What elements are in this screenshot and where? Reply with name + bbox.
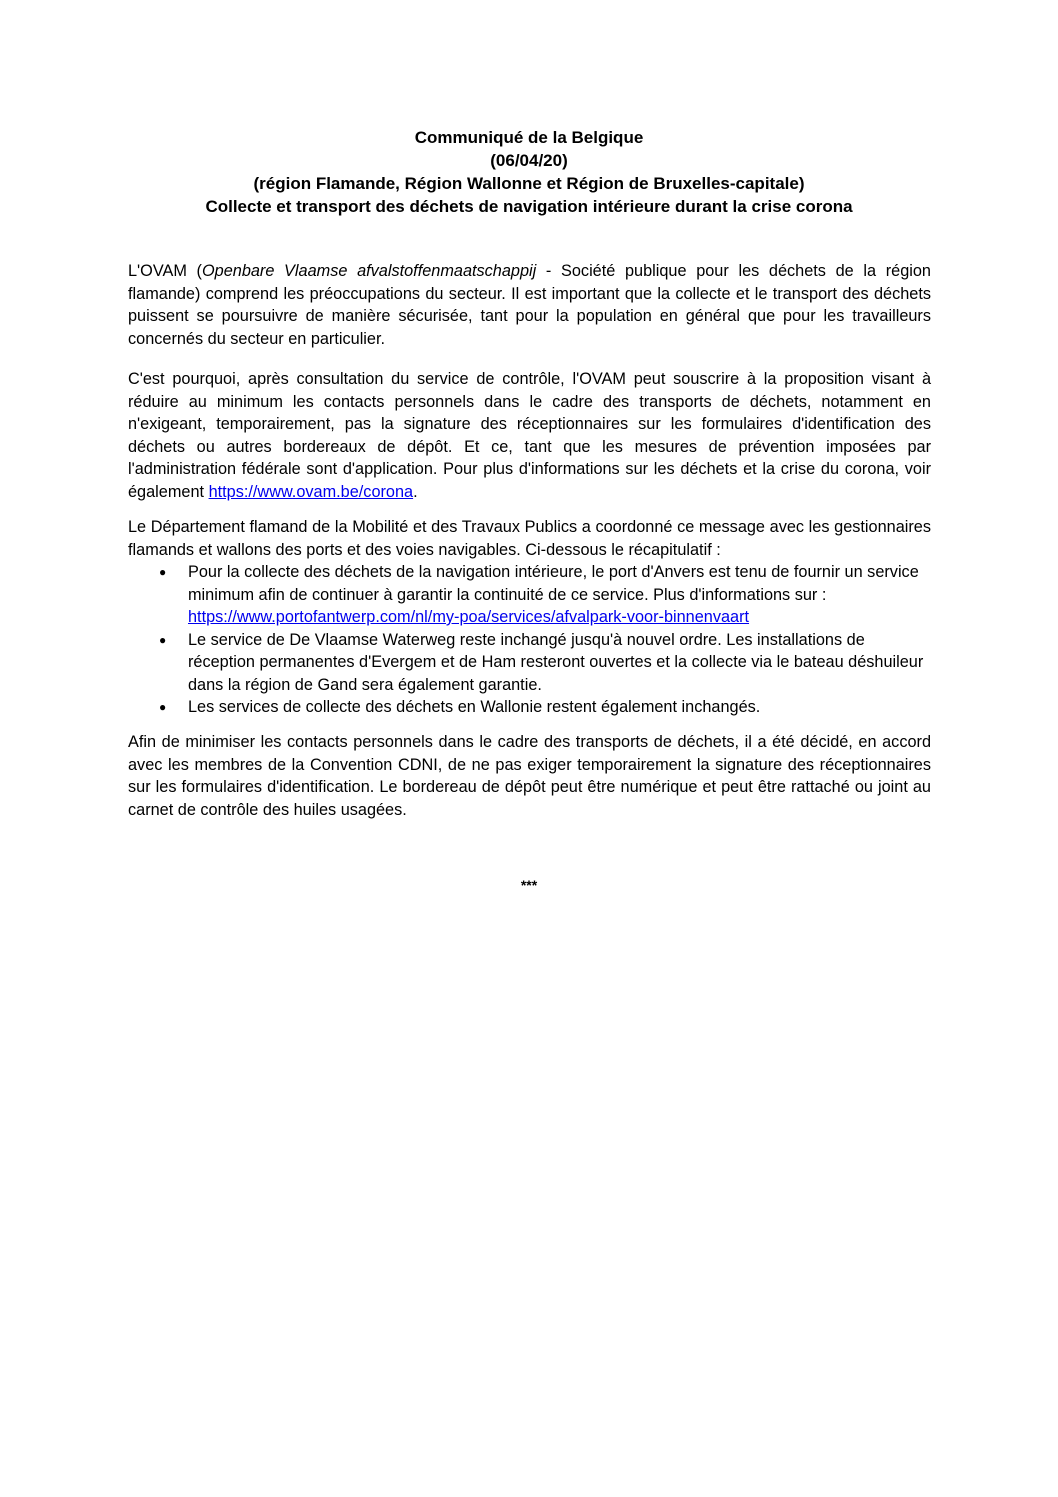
p1-suffix: - Société publique pour les déchets de la région flamande) comprend les préoccupations du secteur. Il est important que la collecte et le transport des déchets puissent se poursuivre de manière sécurisée, tant pour la population en général que pour les travailleurs concernés du secteur en particulier. [128, 262, 931, 348]
paragraph-mobility-department [128, 516, 931, 719]
list-item [159, 629, 931, 697]
ovam-corona-link[interactable]: https://www.ovam.be/corona [208, 482, 414, 501]
title-date: (06/04/20) [490, 151, 568, 170]
list-item [159, 696, 931, 719]
p4-text: Afin de minimiser les contacts personnels dans le cadre des transports de déchets, il a été décidé, en accord avec les membres de la Convention CDNI, de ne pas exiger temporairement la signature des réceptionnaires sur les formulaires d'identification. Le bordereau de dépôt peut être numérique et peut être rattaché ou joint au carnet de contrôle des huiles usagées. [128, 733, 931, 819]
paragraph-ovam-measures [128, 368, 931, 503]
bullet-icon: ● [159, 565, 167, 579]
bullet-icon: ● [159, 632, 167, 647]
closing-asterisks: *** [520, 877, 538, 893]
bullet-3-text: Les services de collecte des déchets en Wallonie restent également inchangés. [188, 698, 761, 716]
port-antwerp-link[interactable]: https://www.portofantwerp.com/nl/my-poa/services/afvalpark-voor-binnenvaart [188, 608, 750, 626]
p2-text: C'est pourquoi, après consultation du service de contrôle, l'OVAM peut souscrire à la proposition visant à réduire au minimum les contacts personnels dans le cadre des transports de déchets, notamment en n'exigeant, temporairement, pas la signature des réceptionnaires sur les formulaires d'identification des déchets ou autres bordereaux de dépôt. Et ce, tant que les mesures de prévention imposées par l'administration fédérale sont d'application. Pour plus d'informations sur les déchets et la crise du corona, voir également [128, 370, 931, 501]
document-title [100, 126, 958, 218]
paragraph-cdni [128, 731, 931, 821]
summary-list [128, 561, 931, 719]
list-item [159, 561, 931, 629]
bullet-icon: ● [159, 700, 167, 714]
p1-prefix: L'OVAM ( [128, 262, 202, 280]
p2-end: . [413, 482, 418, 501]
paragraph-ovam-intro [128, 260, 931, 350]
p3-intro: Le Département flamand de la Mobilité et des Travaux Publics a coordonné ce message avec les gestionnaires flamands et wallons des ports et des voies navigables. Ci-dessous le récapitulatif : [128, 518, 931, 559]
title-subject: Collecte et transport des déchets de navigation intérieure durant la crise corona [205, 197, 853, 216]
title-regions: (région Flamande, Région Wallonne et Région de Bruxelles-capitale) [253, 174, 805, 193]
title-line-1: Communiqué de la Belgique [414, 128, 644, 147]
p1-ovam-name: Openbare Vlaamse afvalstoffenmaatschappij [201, 262, 537, 280]
bullet-2-text: Le service de De Vlaamse Waterweg reste inchangé jusqu'à nouvel ordre. Les installations de réception permanentes d'Evergem et de Ham resteront ouvertes et la collecte via le bateau déshuileur dans la région de Gand sera également garantie. [188, 630, 924, 694]
bullet-1-text: Pour la collecte des déchets de la navigation intérieure, le port d'Anvers est tenu de fournir un service minimum afin de continuer à garantir la continuité de ce service. Plus d'informations sur : [188, 563, 919, 604]
